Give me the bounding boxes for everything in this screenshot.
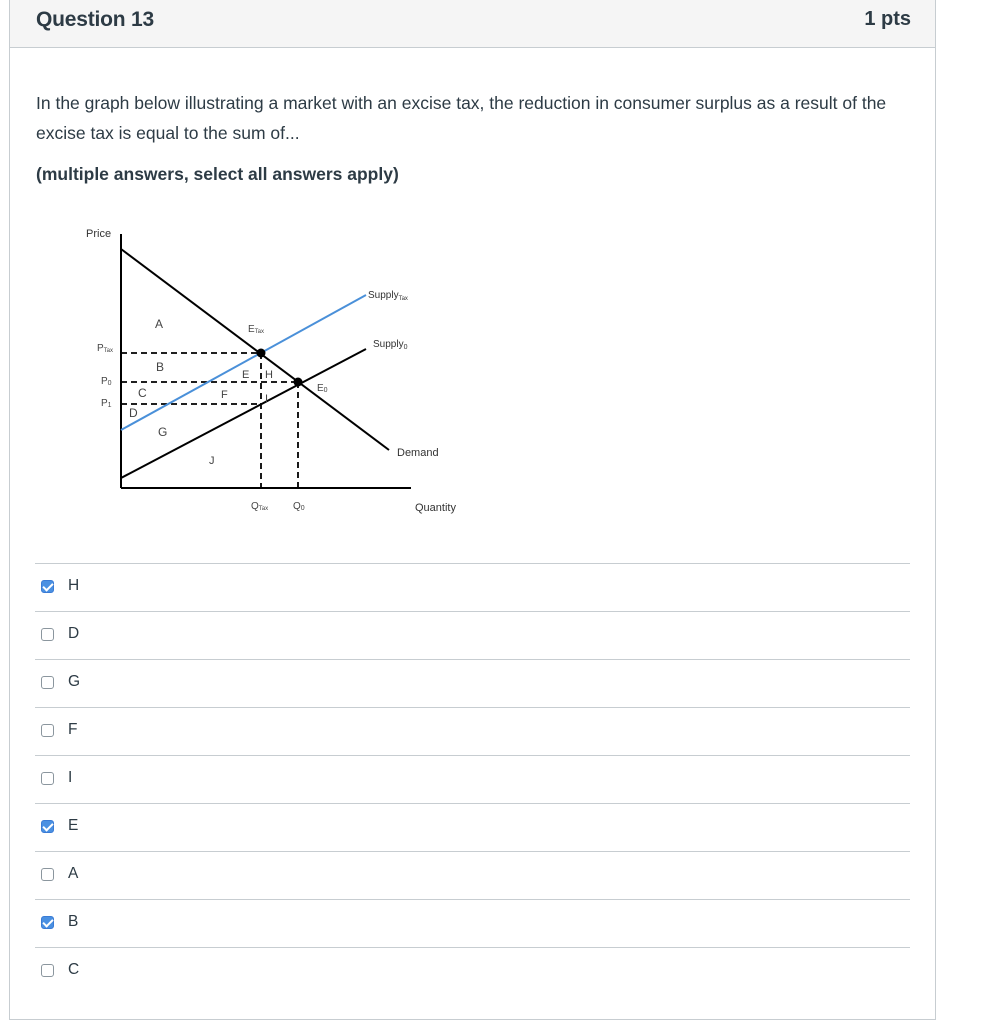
question-points: 1 pts: [864, 8, 911, 30]
demand-label: Demand: [397, 447, 439, 459]
answer-divider: [35, 851, 910, 852]
quantity-axis-label: Quantity: [415, 502, 456, 514]
region-f-label: F: [221, 389, 228, 401]
answer-divider: [35, 659, 910, 660]
e0-label: E0: [317, 383, 328, 394]
answer-divider: [35, 947, 910, 948]
answer-divider: [35, 611, 910, 612]
checkbox-g[interactable]: [41, 676, 54, 689]
answer-option-e[interactable]: [10, 803, 935, 851]
region-c-label: C: [138, 386, 147, 400]
excise-tax-graph: [66, 214, 486, 524]
question-title: Question 13: [36, 8, 154, 31]
question-note: (multiple answers, select all answers apply): [36, 164, 399, 184]
answer-divider: [35, 707, 910, 708]
checkbox-c[interactable]: [41, 964, 54, 977]
question-header: [10, 0, 935, 48]
answer-label: H: [68, 577, 80, 594]
answer-option-i[interactable]: [10, 755, 935, 803]
answer-option-f[interactable]: [10, 707, 935, 755]
q0-label: Q0: [293, 501, 305, 512]
checkbox-f[interactable]: [41, 724, 54, 737]
checkbox-i[interactable]: [41, 772, 54, 785]
checkbox-e[interactable]: [41, 820, 54, 833]
answer-label: A: [68, 865, 79, 882]
e0-point: [294, 378, 303, 387]
answer-label: F: [68, 721, 78, 738]
answer-divider: [35, 899, 910, 900]
answer-divider: [35, 563, 910, 564]
answer-option-c[interactable]: [10, 947, 935, 995]
checkbox-a[interactable]: [41, 868, 54, 881]
demand-curve: [121, 249, 389, 450]
region-h-label: H: [265, 369, 273, 381]
region-j-label: J: [209, 455, 215, 467]
checkbox-h[interactable]: [41, 580, 54, 593]
supply-tax-label: Supply$_{Tax}$: [368, 290, 408, 302]
answer-label: I: [68, 769, 73, 786]
q-tax-label: QTax: [251, 501, 269, 512]
region-d-label: D: [129, 406, 138, 420]
answer-option-a[interactable]: [10, 851, 935, 899]
checkbox-b[interactable]: [41, 916, 54, 929]
e-tax-label: ETax: [248, 324, 265, 335]
answer-option-g[interactable]: [10, 659, 935, 707]
region-e-label: E: [242, 369, 250, 381]
region-i-label: I: [265, 393, 269, 405]
region-a-label: A: [155, 317, 164, 331]
p1-label: P1: [101, 398, 112, 409]
price-axis-label: Price: [86, 228, 112, 240]
answer-option-d[interactable]: [10, 611, 935, 659]
answer-option-h[interactable]: [10, 563, 935, 611]
supply-zero-label: Supply$_0$: [373, 339, 408, 351]
answer-divider: [35, 755, 910, 756]
answer-label: E: [68, 817, 79, 834]
region-g-label: G: [158, 425, 168, 439]
p-tax-label: PTax: [97, 343, 114, 354]
answer-option-b[interactable]: [10, 899, 935, 947]
e-tax-point: [257, 349, 266, 358]
answer-divider: [35, 803, 910, 804]
question-prompt: In the graph below illustrating a market with an excise tax, the reduction in consumer surplus as a result of the excise tax is equal to the sum of...: [36, 93, 887, 143]
answer-label: G: [68, 673, 81, 690]
region-b-label: B: [156, 360, 165, 374]
question-card: [9, 0, 936, 1020]
p0-label: P0: [101, 376, 112, 387]
answer-label: B: [68, 913, 79, 930]
checkbox-d[interactable]: [41, 628, 54, 641]
answer-label: D: [68, 625, 80, 642]
answer-label: C: [68, 961, 80, 978]
